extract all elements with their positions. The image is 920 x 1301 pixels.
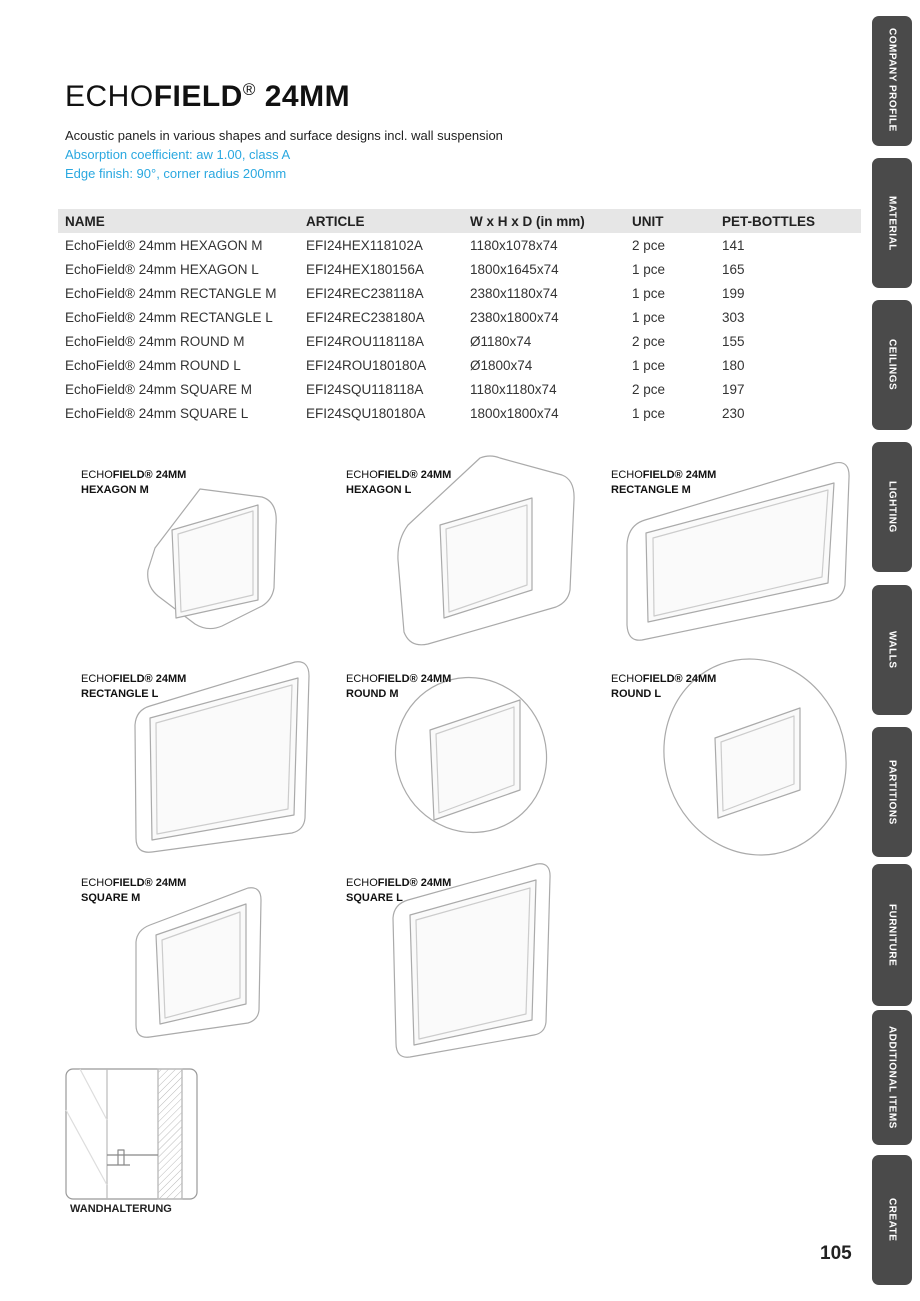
- tab-label: PARTITIONS: [886, 759, 898, 825]
- tab-create[interactable]: [872, 1155, 912, 1285]
- label-variant: SQUARE M: [81, 892, 141, 904]
- tab-label: COMPANY PROFILE: [886, 28, 898, 132]
- cell-article: EFI24HEX180156A: [306, 261, 424, 277]
- cell-name: EchoField® 24mm SQUARE L: [65, 405, 249, 421]
- cell-pet-bottles: 155: [722, 333, 745, 349]
- cell-dimensions: Ø1180x74: [470, 333, 532, 349]
- tab-furniture[interactable]: [872, 864, 912, 1006]
- label-brand: FIELD® 24MM: [377, 673, 452, 685]
- col-pet-bottles: PET-BOTTLES: [722, 213, 816, 229]
- cell-dimensions: 1800x1800x74: [470, 405, 559, 421]
- cell-dimensions: 2380x1800x74: [470, 309, 559, 325]
- cell-dimensions: Ø1800x74: [470, 357, 533, 373]
- page-title: ECHOFIELD® 24MM: [65, 80, 351, 113]
- cell-unit: 2 pce: [632, 237, 666, 253]
- cell-name: EchoField® 24mm HEXAGON L: [65, 261, 259, 277]
- product-label: [81, 672, 186, 702]
- label-variant: SQUARE L: [346, 892, 403, 904]
- product-label: [81, 876, 186, 906]
- product-label: [346, 672, 451, 702]
- label-brand: FIELD® 24MM: [112, 877, 187, 889]
- tab-company-profile[interactable]: [872, 16, 912, 146]
- label-prefix: ECHO: [611, 673, 643, 685]
- col-article: ARTICLE: [306, 213, 365, 229]
- label-brand: FIELD® 24MM: [112, 469, 187, 481]
- cell-pet-bottles: 141: [722, 237, 745, 253]
- tab-label: CEILINGS: [886, 339, 898, 391]
- cell-article: EFI24HEX118102A: [306, 237, 423, 253]
- cell-article: EFI24ROU180180A: [306, 357, 427, 373]
- label-prefix: ECHO: [81, 673, 113, 685]
- tab-material[interactable]: [872, 158, 912, 288]
- cell-unit: 1 pce: [632, 405, 666, 421]
- tab-ceilings[interactable]: [872, 300, 912, 430]
- cell-pet-bottles: 197: [722, 381, 745, 397]
- label-brand: FIELD® 24MM: [642, 673, 717, 685]
- edge-info: Edge finish: 90°, corner radius 200mm: [65, 166, 287, 181]
- label-brand: FIELD® 24MM: [377, 469, 452, 481]
- col-unit: UNIT: [632, 213, 664, 229]
- tab-label: ADDITIONAL ITEMS: [886, 1026, 898, 1129]
- cell-dimensions: 1800x1645x74: [470, 261, 559, 277]
- label-prefix: ECHO: [611, 469, 643, 481]
- page-number: 105: [820, 1243, 852, 1264]
- label-variant: HEXAGON L: [346, 484, 412, 496]
- cell-article: EFI24ROU118118A: [306, 333, 425, 349]
- description: Acoustic panels in various shapes and surface designs incl. wall suspension: [65, 128, 503, 143]
- label-variant: ROUND M: [346, 688, 399, 700]
- product-label: [346, 468, 451, 498]
- wall-bracket-caption: WANDHALTERUNG: [70, 1203, 172, 1215]
- label-variant: RECTANGLE L: [81, 688, 159, 700]
- cell-pet-bottles: 180: [722, 357, 745, 373]
- tab-label: WALLS: [886, 631, 898, 669]
- label-prefix: ECHO: [81, 877, 113, 889]
- cell-unit: 1 pce: [632, 309, 666, 325]
- cell-article: EFI24REC238118A: [306, 285, 424, 301]
- tab-label: CREATE: [886, 1198, 898, 1242]
- cell-article: EFI24REC238180A: [306, 309, 425, 325]
- col-name: NAME: [65, 213, 105, 229]
- cell-name: EchoField® 24mm RECTANGLE M: [65, 285, 277, 301]
- label-prefix: ECHO: [81, 469, 113, 481]
- tab-label: FURNITURE: [886, 903, 898, 967]
- col-dimensions: W x H x D (in mm): [470, 213, 585, 229]
- round-l-panel-drawing: [637, 633, 870, 881]
- label-variant: HEXAGON M: [81, 484, 149, 496]
- cell-name: EchoField® 24mm RECTANGLE L: [65, 309, 273, 325]
- cell-pet-bottles: 199: [722, 285, 745, 301]
- tab-partitions[interactable]: [872, 727, 912, 857]
- tab-walls[interactable]: [872, 585, 912, 715]
- cell-unit: 1 pce: [632, 285, 666, 301]
- label-prefix: ECHO: [346, 877, 378, 889]
- cell-dimensions: 1180x1078x74: [470, 237, 558, 253]
- cell-pet-bottles: 303: [722, 309, 745, 325]
- square-m-panel-drawing: [136, 888, 261, 1038]
- cell-unit: 2 pce: [632, 333, 666, 349]
- cell-name: EchoField® 24mm ROUND M: [65, 333, 245, 349]
- label-variant: ROUND L: [611, 688, 662, 700]
- label-brand: FIELD® 24MM: [642, 469, 717, 481]
- tab-additional-items[interactable]: [872, 1010, 912, 1145]
- product-label: [611, 468, 716, 498]
- cell-unit: 1 pce: [632, 357, 666, 373]
- cell-dimensions: 2380x1180x74: [470, 285, 558, 301]
- label-prefix: ECHO: [346, 673, 378, 685]
- label-prefix: ECHO: [346, 469, 378, 481]
- label-brand: FIELD® 24MM: [377, 877, 452, 889]
- cell-name: EchoField® 24mm ROUND L: [65, 357, 241, 373]
- absorption-info: Absorption coefficient: aw 1.00, class A: [65, 147, 291, 162]
- hexagon-m-panel-drawing: [148, 489, 277, 629]
- tab-label: LIGHTING: [886, 481, 898, 533]
- cell-pet-bottles: 165: [722, 261, 745, 277]
- product-label: [81, 468, 186, 498]
- product-label: [346, 876, 451, 906]
- wall-bracket-detail-drawing: [66, 1069, 197, 1199]
- cell-unit: 1 pce: [632, 261, 666, 277]
- cell-article: EFI24SQU180180A: [306, 405, 426, 421]
- cell-name: EchoField® 24mm HEXAGON M: [65, 237, 263, 253]
- cell-pet-bottles: 230: [722, 405, 745, 421]
- tab-label: MATERIAL: [886, 195, 898, 251]
- cell-dimensions: 1180x1180x74: [470, 381, 557, 397]
- cell-name: EchoField® 24mm SQUARE M: [65, 381, 252, 397]
- label-brand: FIELD® 24MM: [112, 673, 187, 685]
- product-label: [611, 672, 716, 702]
- cell-article: EFI24SQU118118A: [306, 381, 424, 397]
- label-variant: RECTANGLE M: [611, 484, 691, 496]
- cell-unit: 2 pce: [632, 381, 666, 397]
- tab-lighting[interactable]: [872, 442, 912, 572]
